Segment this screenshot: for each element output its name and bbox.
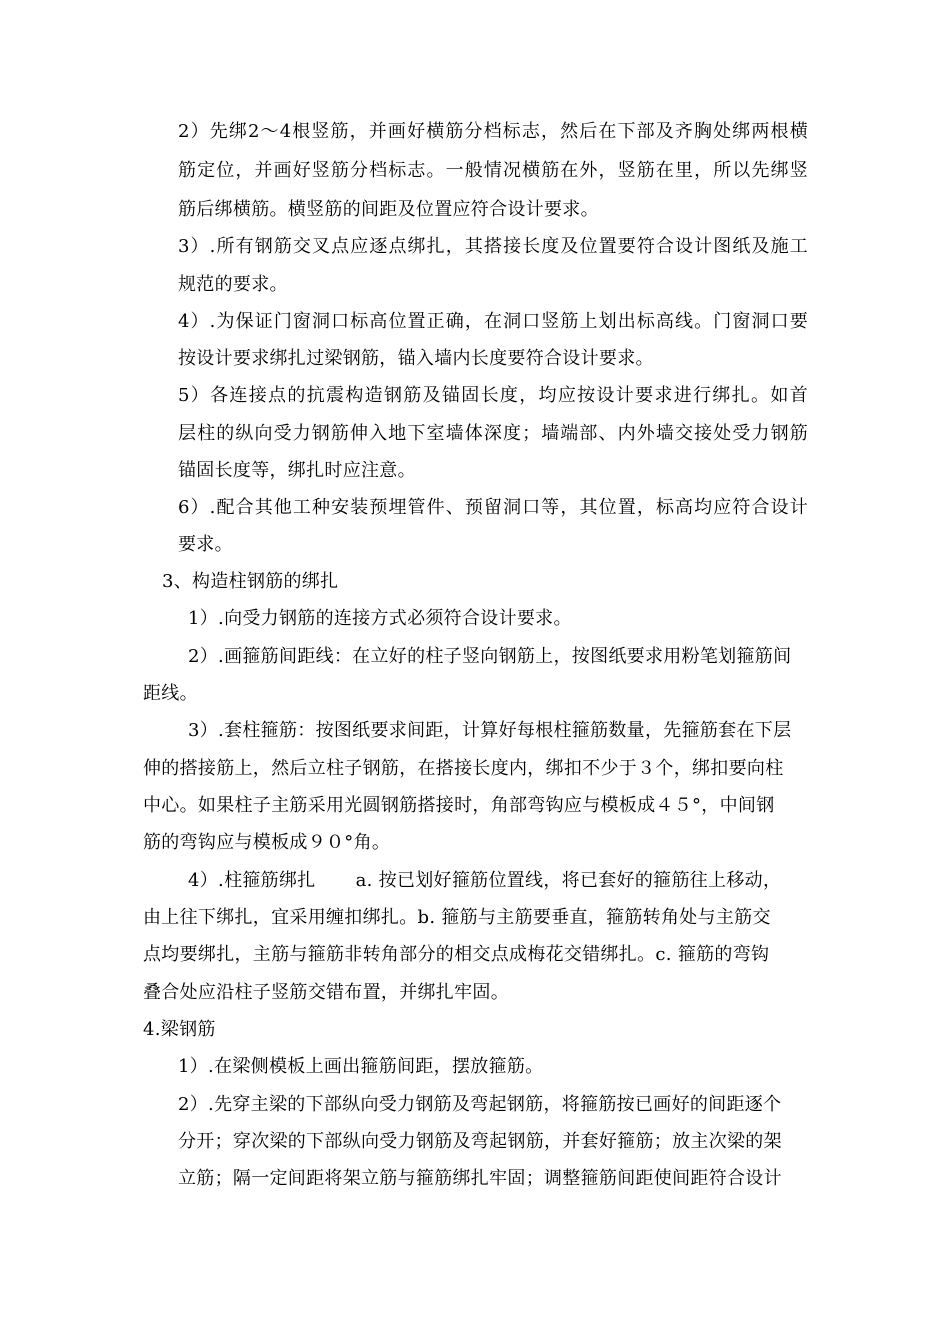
section-3-item-3-line-3: 中心。如果柱子主筋采用光圆钢筋搭接时，角部弯钩应与模板成４５°，中间钢	[143, 795, 775, 816]
para-5-line-1: 5）各连接点的抗震构造钢筋及锚固长度，均应按设计要求进行绑扎。如首	[178, 385, 808, 406]
section-3-item-2-line-1: 2）.画箍筋间距线：在立好的柱子竖向钢筋上，按图纸要求用粉笔划箍筋间	[188, 646, 792, 667]
section-4-item-2-line-2: 分开；穿次梁的下部纵向受力钢筋及弯起钢筋，并套好箍筋；放主次梁的架	[178, 1131, 782, 1152]
para-6-line-1: 6）.配合其他工种安装预埋管件、预留洞口等，其位置，标高均应符合设计	[178, 497, 808, 518]
para-4-line-1: 4）.为保证门窗洞口标高位置正确，在洞口竖筋上划出标高线。门窗洞口要	[178, 311, 808, 332]
para-2-line-2: 筋定位，并画好竖筋分档标志。一般情况横筋在外，竖筋在里，所以先绑竖	[178, 160, 808, 181]
section-3-item-4-line-3: 点均要绑扎，主筋与箍筋非转角部分的相交点成梅花交错绑扎。c. 箍筋的弯钩	[143, 944, 770, 965]
section-3-item-1: 1）.向受力钢筋的连接方式必须符合设计要求。	[188, 608, 572, 629]
para-2-line-3: 筋后绑横筋。横竖筋的间距及位置应符合设计要求。	[178, 199, 599, 220]
section-heading-3: 3、构造柱钢筋的绑扎	[162, 571, 339, 592]
section-4-item-2-line-3: 立筋；隔一定间距将架立筋与箍筋绑扎牢固；调整箍筋间距使间距符合设计	[178, 1168, 782, 1189]
section-3-item-3-line-4: 筋的弯钩应与模板成９０°角。	[143, 832, 391, 853]
para-5-line-2: 层柱的纵向受力钢筋伸入地下室墙体深度；墙端部、内外墙交接处受力钢筋	[178, 423, 808, 444]
section-3-item-3-line-1: 3）.套柱箍筋：按图纸要求间距，计算好每根柱箍筋数量，先箍筋套在下层	[188, 720, 792, 741]
section-3-item-3-line-2: 伸的搭接筋上，然后立柱子钢筋，在搭接长度内，绑扣不少于３个，绑扣要向柱	[143, 758, 784, 779]
section-3-item-4-line-2: 由上往下绑扎，宜采用缠扣绑扎。b. 箍筋与主筋要垂直，箍筋转角处与主筋交	[143, 907, 771, 928]
para-3-line-2: 规范的要求。	[178, 274, 288, 295]
section-4-item-1: 1）.在梁侧模板上画出箍筋间距，摆放箍筋。	[178, 1056, 544, 1077]
para-6-line-2: 要求。	[178, 534, 233, 555]
para-4-line-2: 按设计要求绑扎过梁钢筋，锚入墙内长度要符合设计要求。	[178, 348, 654, 369]
section-3-item-4-line-1	[188, 869, 781, 893]
section-3-item-4-step-a: a. 按已划好箍筋位置线，将已套好的箍筋往上移动，	[355, 870, 782, 891]
section-4-item-2-line-1: 2）.先穿主梁的下部纵向受力钢筋及弯起钢筋，将箍筋按已画好的间距逐个	[178, 1094, 782, 1115]
section-3-item-4-line-4: 叠合处应沿柱子竖筋交错布置，并绑扎牢固。	[143, 982, 509, 1003]
para-2-line-1: 2）先绑2～4根竖筋，并画好横筋分档标志，然后在下部及齐胸处绑两根横	[178, 121, 808, 142]
para-3-line-1: 3）.所有钢筋交叉点应逐点绑扎，其搭接长度及位置要符合设计图纸及施工	[178, 236, 808, 257]
section-3-item-4-title: 4）.柱箍筋绑扎	[188, 870, 316, 891]
section-heading-4: 4.梁钢筋	[143, 1019, 216, 1040]
section-3-item-2-line-2: 距线。	[143, 683, 198, 704]
para-5-line-3: 锚固长度等，绑扎时应注意。	[178, 460, 416, 481]
